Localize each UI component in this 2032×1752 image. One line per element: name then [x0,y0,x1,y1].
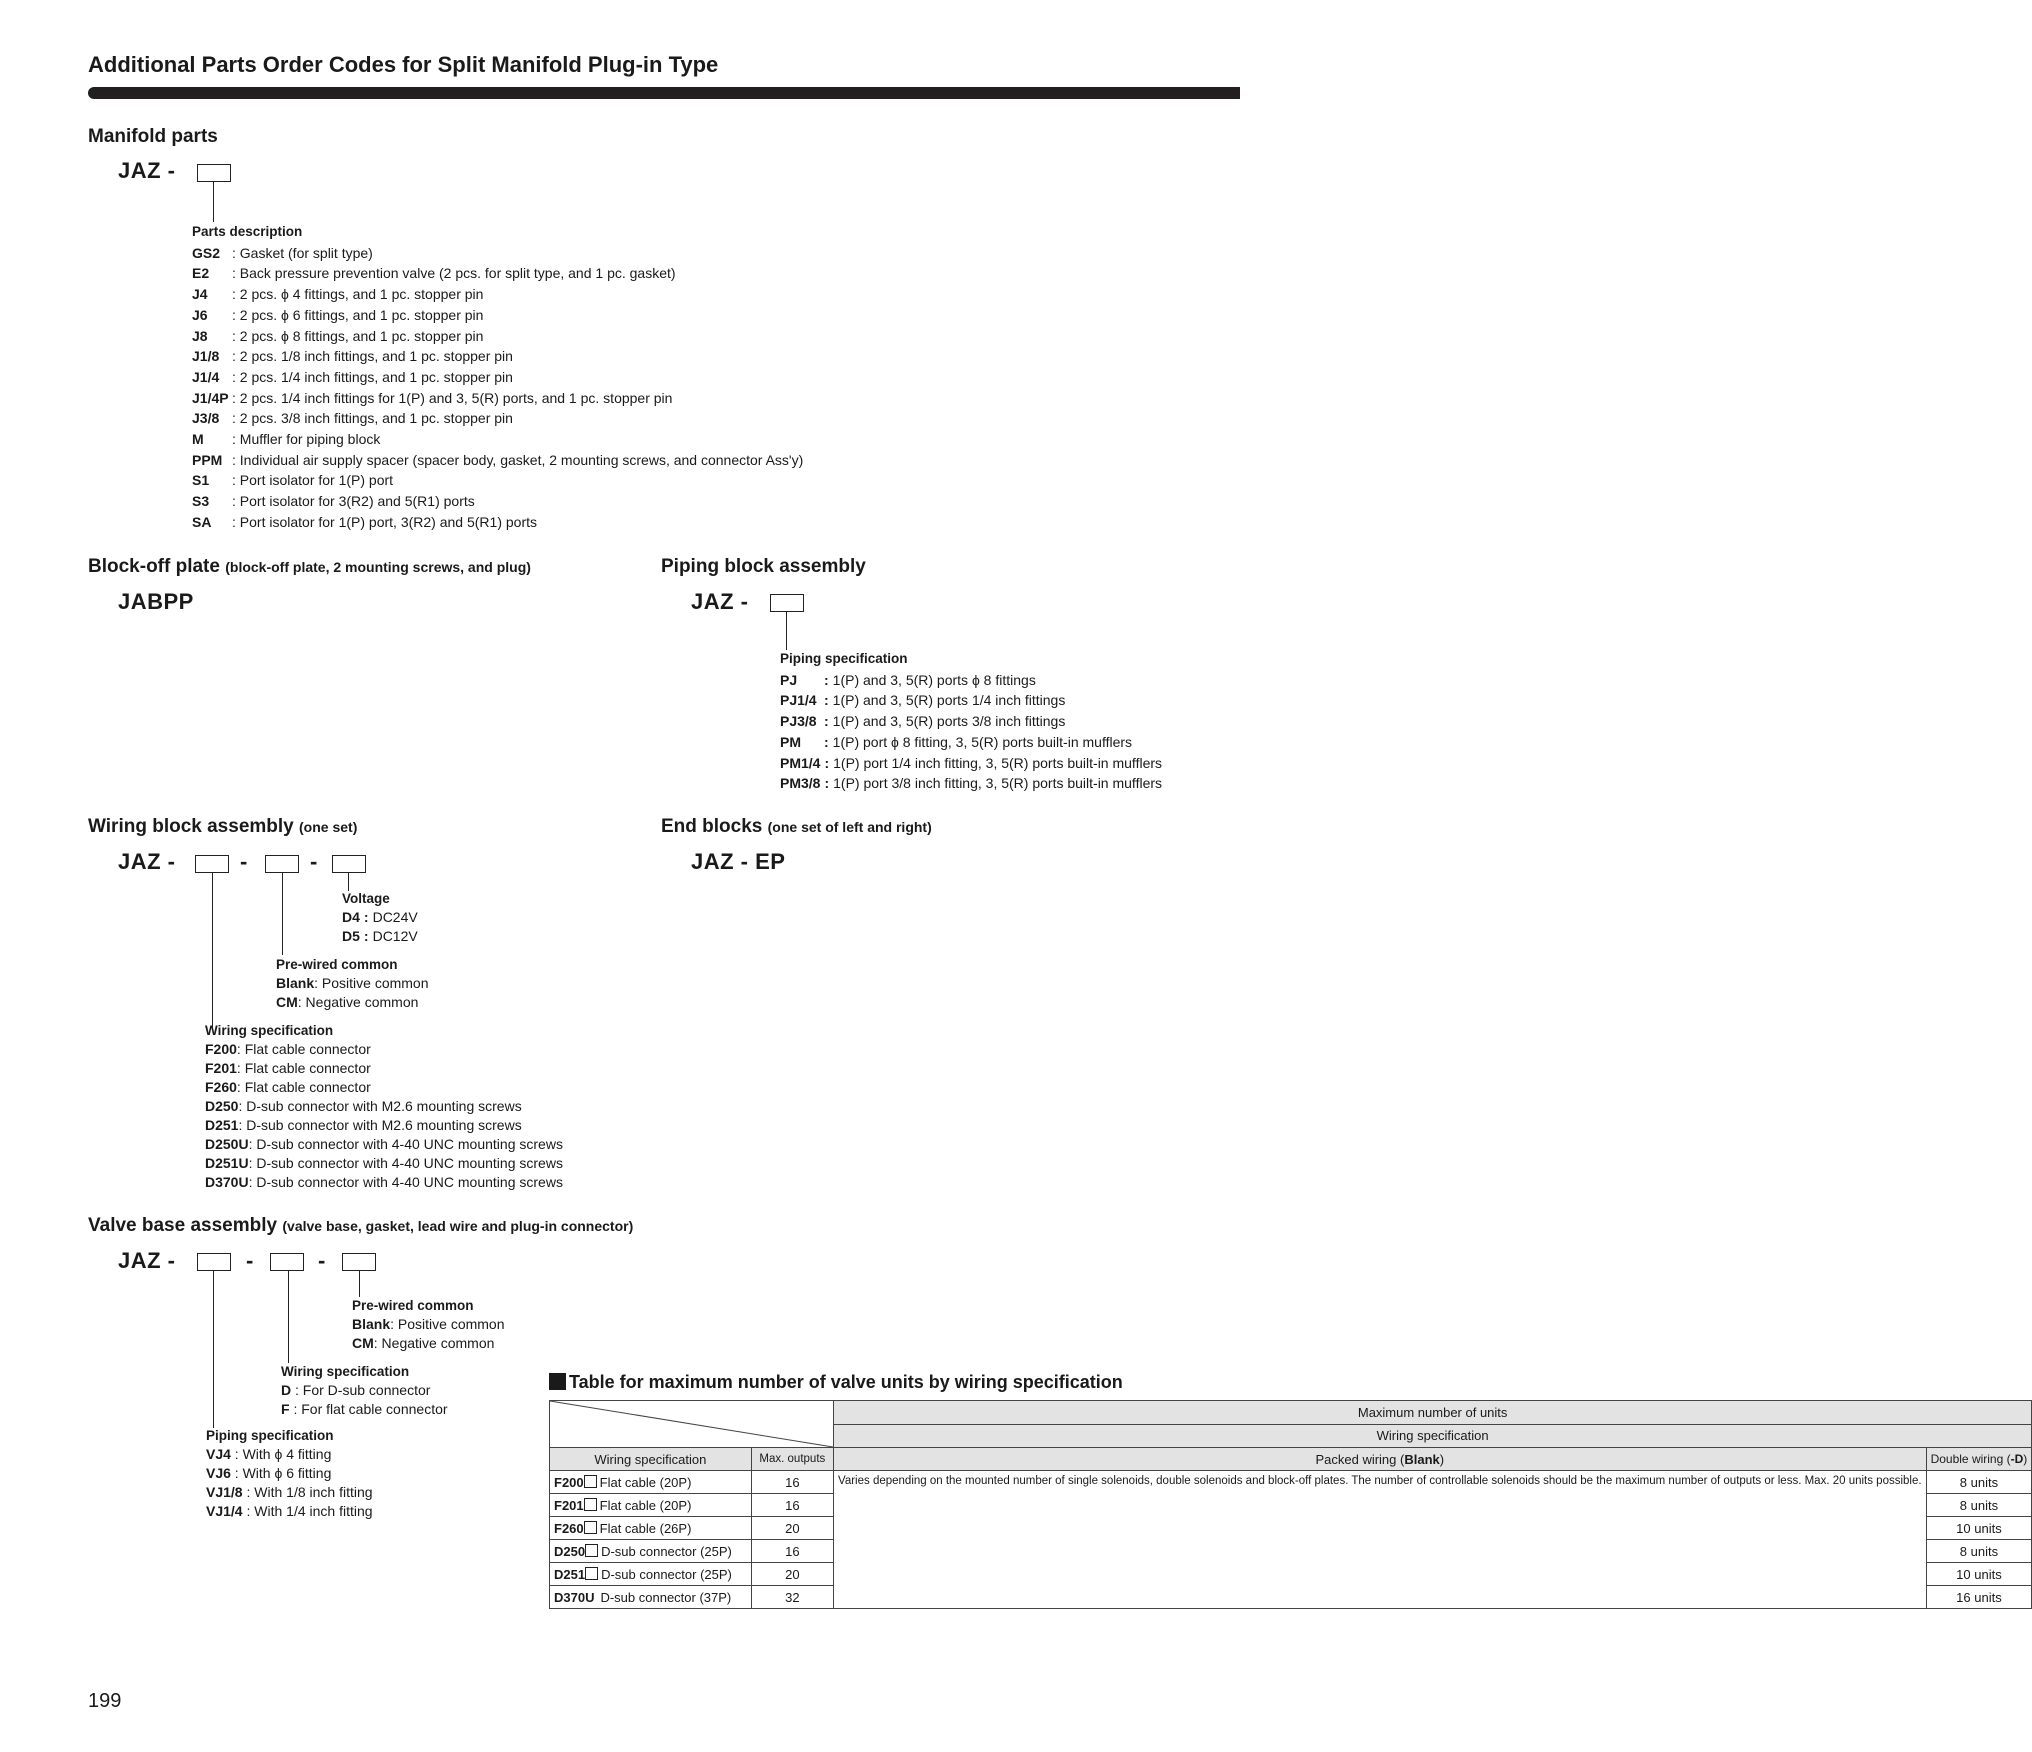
list-item [206,1445,373,1464]
item-code: J3/8 [192,410,220,427]
end-blocks-heading [661,816,932,838]
voltage-list [342,889,418,946]
list-title: Voltage [342,891,390,906]
item-code: D250 [205,1098,239,1114]
item-description: 1(P) and 3, 5(R) ports 3/8 inch fittings [832,713,1066,730]
item-description: : With 1/8 inch fitting [242,1484,373,1500]
piping-specification-list [780,649,1162,794]
list-title: Wiring specification [281,1364,410,1379]
block-off-heading [88,556,531,578]
table-title [549,1372,1123,1393]
manifold-parts-heading: Manifold parts [88,126,218,147]
item-description: : 2 pcs. ϕ 4 fittings, and 1 pc. stopper pin [232,286,484,303]
item-description: : Port isolator for 1(P) port, 3(R2) and 5(R1) ports [232,513,537,530]
item-description: : Negative common [373,1335,495,1351]
valve-pre-wired-common-list [352,1296,505,1353]
item-description: : Flat cable connector [236,1079,371,1095]
leader-line [212,873,213,1028]
item-description: : Flat cable connector [236,1060,371,1076]
list-item [205,1059,563,1078]
item-description: : 2 pcs. 1/8 inch fittings, and 1 pc. stopper pin [232,348,513,365]
item-description: : D-sub connector with M2.6 mounting screws [238,1117,522,1133]
item-code: D251 [205,1117,239,1133]
item-description: : Positive common [390,1316,505,1332]
cell-double-wiring: 8 units [1926,1471,2032,1494]
item-code: PPM [192,451,223,468]
list-item [342,908,418,927]
list-item [206,1483,373,1502]
colon-separator: : [824,775,830,792]
item-code: VJ4 [206,1446,231,1462]
row-desc: D-sub connector (37P) [600,1589,732,1605]
list-item [192,346,803,367]
item-code: PJ3/8 [780,713,817,730]
list-item [192,512,803,533]
item-description: : Gasket (for split type) [232,244,373,261]
list-item [206,1464,373,1483]
item-description: : Flat cable connector [236,1041,371,1057]
row-code: F260 [554,1520,584,1536]
list-item [192,263,803,284]
wiring-block-code: JAZ - [118,849,176,874]
cell-max-outputs: 32 [751,1586,833,1609]
page-title: Additional Parts Order Codes for Split Manifold Plug-in Type [88,52,719,77]
cell-double-wiring: 16 units [1926,1586,2032,1609]
item-code: PM [780,733,801,750]
cell-max-outputs: 16 [751,1494,833,1517]
item-code: J8 [192,327,208,344]
valve-piping-specification-list [206,1426,373,1521]
item-description: : For flat cable connector [289,1401,448,1417]
end-blocks-code: JAZ - EP [691,849,786,874]
item-description: : 2 pcs. 1/4 inch fittings, and 1 pc. stopper pin [232,368,513,385]
item-description: : Port isolator for 1(P) port [232,472,394,489]
cell-wiring-spec [550,1517,752,1540]
list-item [192,491,803,512]
max-units-table [549,1400,2032,1609]
item-code: F201 [205,1060,237,1076]
cell-wiring-spec [550,1586,752,1609]
cell-max-outputs: 16 [751,1471,833,1494]
cell-wiring-spec [550,1494,752,1517]
page-number: 199 [88,1690,122,1712]
code-dash: - [310,849,318,874]
item-description: : 2 pcs. ϕ 8 fittings, and 1 pc. stopper pin [232,327,484,344]
list-item [276,974,429,993]
header-max-outputs: Max. outputs [751,1448,833,1471]
item-code: VJ1/4 [206,1503,243,1519]
item-code: J1/4P [192,389,229,406]
list-item [205,1097,563,1116]
row-code: D250 [554,1543,586,1559]
list-title: Pre-wired common [276,957,398,972]
item-description: 1(P) port ϕ 8 fitting, 3, 5(R) ports built-in mufflers [832,733,1133,750]
item-code: D5 [342,928,360,944]
list-item [276,993,429,1012]
list-item [780,670,1162,691]
item-code: PM3/8 [780,775,821,792]
item-description: : With ϕ 4 fitting [230,1446,332,1462]
code-dash: - [240,849,248,874]
row-desc: Flat cable (20P) [599,1474,692,1490]
row-code: F201 [554,1497,584,1513]
leader-line [213,182,214,222]
item-description: : Individual air supply spacer (spacer body, gasket, 2 mounting screws, and connector Ass'y) [232,451,804,468]
piping-block-heading: Piping block assembly [661,556,866,577]
table-title-text: Table for maximum number of valve units by wiring specification [569,1372,1123,1392]
row-code: D251 [554,1566,586,1582]
list-item [780,690,1162,711]
cell-wiring-spec [550,1563,752,1586]
list-item [192,243,803,264]
item-description: 1(P) and 3, 5(R) ports ϕ 8 fittings [832,671,1036,688]
row-desc: D-sub connector (25P) [601,1543,732,1559]
list-item [205,1040,563,1059]
list-item [205,1154,563,1173]
valve-wiring-specification-list [281,1362,448,1419]
item-description: DC24V [372,909,418,925]
option-box [584,1498,597,1511]
list-item [205,1116,563,1135]
item-description: DC12V [372,928,418,944]
wiring-block-subtitle: (one set) [299,819,358,835]
item-code: D [281,1382,292,1398]
list-item [780,732,1162,753]
item-code: GS2 [192,244,221,261]
code-entry-box-1 [197,1253,231,1271]
item-description: : Back pressure prevention valve (2 pcs. for split type, and 1 pc. gasket) [232,265,676,282]
list-item [192,284,803,305]
item-code: D370U [205,1174,249,1190]
leader-line [213,1271,214,1428]
code-entry-box [197,164,231,182]
item-description: : 2 pcs. 1/4 inch fittings for 1(P) and 3, 5(R) ports, and 1 pc. stopper pin [232,389,673,406]
diagonal-line [550,1401,833,1447]
row-desc: D-sub connector (25P) [601,1566,732,1582]
list-item [352,1315,505,1334]
code-dash: - [246,1248,254,1273]
block-off-title: Block-off plate [88,556,220,577]
leader-line [282,873,283,955]
list-title: Wiring specification [205,1023,334,1038]
item-description: : Negative common [297,994,419,1010]
list-item [192,388,803,409]
item-code: F260 [205,1079,237,1095]
list-item [780,753,1162,774]
cell-wiring-spec [550,1471,752,1494]
header-text: ) [2023,1452,2028,1466]
list-item [192,305,803,326]
end-blocks-subtitle: (one set of left and right) [767,819,932,835]
valve-base-code: JAZ - [118,1248,176,1273]
item-code: F [281,1401,290,1417]
cell-double-wiring: 10 units [1926,1517,2032,1540]
list-item [205,1173,563,1192]
option-box [585,1544,598,1557]
header-wiring-spec: Wiring specification [550,1448,752,1471]
option-box [584,1521,597,1534]
header-double-wiring [1926,1448,2032,1471]
parts-description-list [192,222,803,533]
item-description: : Port isolator for 3(R2) and 5(R1) ports [232,493,475,510]
colon-separator: : [363,928,369,944]
leader-line [288,1271,289,1363]
item-description: : D-sub connector with 4-40 UNC mounting screws [248,1155,563,1171]
wiring-block-title: Wiring block assembly [88,816,294,837]
block-off-code: JABPP [118,589,194,614]
piping-block-code: JAZ - [691,589,749,614]
item-code: Blank [352,1316,391,1332]
valve-base-title: Valve base assembly [88,1215,278,1236]
cell-max-outputs: 16 [751,1540,833,1563]
item-description: : Muffler for piping block [232,431,381,448]
item-code: Blank [276,975,315,991]
colon-separator: : [824,733,829,750]
cell-packed-wiring-note: Varies depending on the mounted number of single solenoids, double solenoids and block-off plates. The number of controllable solenoids should be the maximum number of outputs or less. Max. 20 units possible. [834,1471,1927,1609]
list-item [192,470,803,491]
colon-separator: : [824,671,829,688]
code-entry-box-1 [195,855,229,873]
item-code: J4 [192,286,208,303]
item-description: 1(P) port 1/4 inch fitting, 3, 5(R) ports built-in mufflers [833,754,1163,771]
item-description: : 2 pcs. 3/8 inch fittings, and 1 pc. stopper pin [232,410,513,427]
list-item [192,326,803,347]
table-row [550,1471,2032,1494]
item-code: CM [276,994,298,1010]
manifold-parts-code: JAZ - [118,158,176,183]
item-code: S3 [192,493,210,510]
cell-double-wiring: 8 units [1926,1540,2032,1563]
square-bullet-icon [549,1373,566,1390]
cell-double-wiring: 8 units [1926,1494,2032,1517]
list-title: Pre-wired common [352,1298,474,1313]
colon-separator: : [824,713,829,730]
block-off-subtitle: (block-off plate, 2 mounting screws, and plug) [225,559,531,575]
item-code: PM1/4 [780,754,821,771]
list-item [192,408,803,429]
list-item [205,1135,563,1154]
item-description: : D-sub connector with 4-40 UNC mounting screws [248,1174,563,1190]
header-packed-wiring [834,1448,1927,1471]
list-item [192,367,803,388]
row-code: F200 [554,1474,584,1490]
row-desc: Flat cable (26P) [599,1520,692,1536]
item-code: PJ [780,671,798,688]
item-code: D251U [205,1155,249,1171]
item-description: : D-sub connector with M2.6 mounting screws [238,1098,522,1114]
title-rule [88,87,1240,99]
list-item [192,429,803,450]
item-code: M [192,431,204,448]
list-item [206,1502,373,1521]
leader-line [786,612,787,650]
list-title: Piping specification [780,651,908,666]
item-code: PJ1/4 [780,692,817,709]
cell-max-outputs: 20 [751,1517,833,1540]
item-code: J1/4 [192,368,220,385]
end-blocks-title: End blocks [661,816,763,837]
code-entry-box-2 [265,855,299,873]
list-title: Parts description [192,224,303,239]
option-box [584,1475,597,1488]
wiring-block-heading [88,816,357,838]
colon-separator: : [824,754,830,771]
item-description: : With 1/4 inch fitting [242,1503,373,1519]
row-code: D370U [554,1589,595,1605]
header-max-units: Maximum number of units [834,1401,2032,1425]
valve-base-heading [88,1215,633,1237]
leader-line [359,1271,360,1297]
item-code: E2 [192,265,210,282]
diagonal-header-cell [550,1401,834,1448]
item-code: SA [192,513,212,530]
item-description: 1(P) port 3/8 inch fitting, 3, 5(R) ports built-in mufflers [833,775,1163,792]
list-item [780,711,1162,732]
item-code: J1/8 [192,348,220,365]
colon-separator: : [824,692,829,709]
list-title: Piping specification [206,1428,334,1443]
item-code: VJ6 [206,1465,231,1481]
item-description: : For D-sub connector [291,1382,431,1398]
row-desc: Flat cable (20P) [599,1497,692,1513]
item-description: : 2 pcs. ϕ 6 fittings, and 1 pc. stopper pin [232,306,484,323]
code-entry-box-3 [342,1253,376,1271]
valve-base-subtitle: (valve base, gasket, lead wire and plug-in connector) [282,1218,634,1234]
item-description: : Positive common [314,975,429,991]
code-entry-box-3 [332,855,366,873]
list-item [281,1381,448,1400]
item-code: S1 [192,472,210,489]
cell-wiring-spec [550,1540,752,1563]
code-entry-box [770,594,804,612]
header-text: Double wiring ( [1930,1452,2011,1466]
code-dash: - [318,1248,326,1273]
pre-wired-common-list [276,955,429,1012]
header-text-bold: -D [2010,1452,2024,1466]
list-item [780,773,1162,794]
item-code: CM [352,1335,374,1351]
list-item [205,1078,563,1097]
item-description: : With ϕ 6 fitting [230,1465,332,1481]
list-item [192,450,803,471]
header-text: Packed wiring ( [1315,1451,1405,1467]
header-text-bold: Blank [1404,1451,1440,1467]
cell-double-wiring: 10 units [1926,1563,2032,1586]
item-description: : D-sub connector with 4-40 UNC mounting screws [248,1136,563,1152]
item-code: D4 [342,909,360,925]
colon-separator: : [363,909,369,925]
header-wiring-spec-top: Wiring specification [834,1424,2032,1448]
item-description: 1(P) and 3, 5(R) ports 1/4 inch fittings [832,692,1066,709]
list-item [352,1334,505,1353]
item-code: F200 [205,1041,237,1057]
item-code: D250U [205,1136,249,1152]
item-code: VJ1/8 [206,1484,243,1500]
item-code: J6 [192,306,208,323]
wiring-specification-list [205,1021,563,1192]
cell-max-outputs: 20 [751,1563,833,1586]
list-item [281,1400,448,1419]
header-text: ) [1439,1451,1445,1467]
code-entry-box-2 [270,1253,304,1271]
option-box [585,1567,598,1580]
list-item [342,927,418,946]
